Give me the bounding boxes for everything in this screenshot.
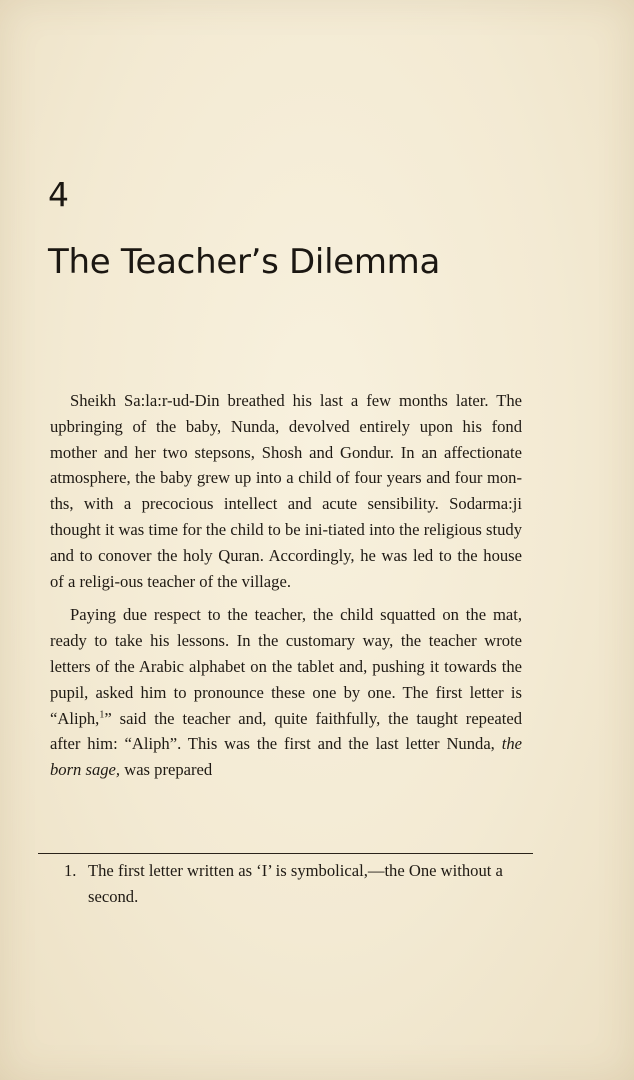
footnote-text: The first letter written as ‘I’ is symbolical,—the One without a second. — [88, 861, 503, 906]
footnote — [64, 858, 528, 910]
paragraph-2 — [50, 602, 522, 783]
chapter-body — [50, 388, 522, 791]
paragraph-1: Sheikh Sa:la:r-ud-Din breathed his last a few months later. The upbringing of the baby, Nunda, devolved entirely upon his fond mother and her two stepsons, Shosh and Gondur. In an affectionate atmosphere, the baby grew up into a child of four years and four mon-ths, with a precocious intellect and acute sensibility. Sodarma:ji thought it was time for the child to be ini-tiated into the religious study and to conover the holy Quran. Accordingly, he was led to the house of a religi-ous teacher of the village. — [50, 391, 522, 591]
footnote-marker: 1. — [64, 861, 77, 880]
footnote-reference: 1 — [99, 709, 105, 721]
paragraph-2-italic: the born sage, — [50, 734, 522, 780]
chapter-title: The Teacher’s Dilemma — [48, 242, 441, 282]
chapter-number: 4 — [48, 175, 69, 214]
footnote-divider — [38, 853, 533, 854]
paragraph-2-part-b: ” said the teacher and, quite faithfully, the taught repeated after him: “Aliph”. This was the first and the last letter Nunda, — [50, 708, 522, 754]
paragraph-2-part-c: was prepared — [120, 760, 213, 780]
paragraph-2-part-a: Paying due respect to the teacher, the child squatted on the mat, ready to take his lessons. In the customary way, the teacher wrote letters of the Arabic alphabet on the tablet and, pushing it towards the pupil, asked him to pronounce these one by one. The first letter is “Aliph, — [50, 605, 522, 728]
